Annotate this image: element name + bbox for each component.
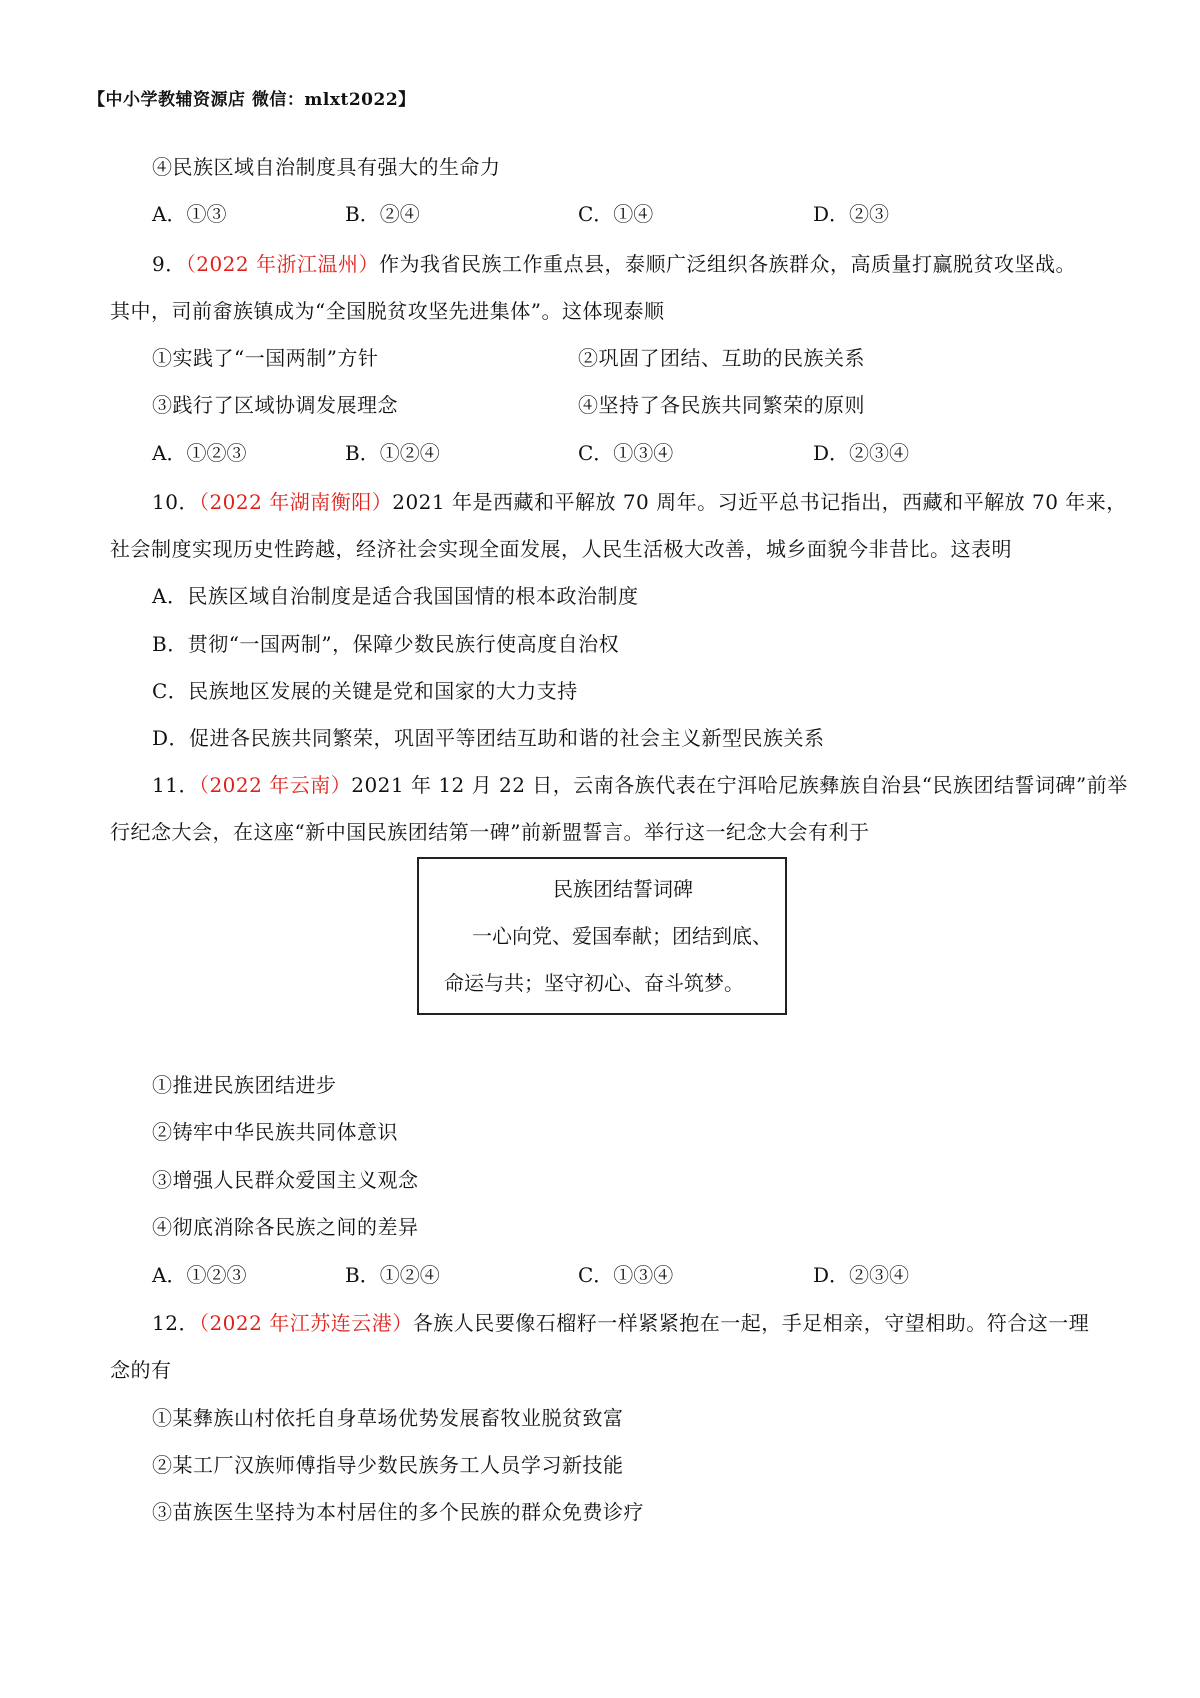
q9-option-c: C．①③④: [578, 441, 674, 465]
q9-stem-line-1: [152, 250, 1076, 278]
q12-item-2: ②某工厂汉族师傅指导少数民族务工人员学习新技能: [152, 1453, 624, 1477]
q11-stem-line-2: 行纪念大会，在这座“新中国民族团结第一碑”前新盟誓言。举行这一纪念大会有利于: [110, 820, 870, 844]
q11-number: 11．: [152, 773, 199, 797]
q9-option-d: D．②③④: [813, 441, 910, 465]
q8-option-a: A．①③: [152, 202, 227, 226]
q11-option-a: A．①②③: [152, 1263, 247, 1287]
q10-option-d: D．促进各民族共同繁荣，巩固平等团结互助和谐的社会主义新型民族关系: [152, 726, 825, 750]
q11-item-3: ③增强人民群众爱国主义观念: [152, 1168, 419, 1192]
q12-stem-line-1: [152, 1309, 1089, 1337]
q10-stem-line-1: [152, 488, 1127, 516]
oath-monument-title: 民族团结誓词碑: [553, 877, 693, 901]
q10-option-c: C．民族地区发展的关键是党和国家的大力支持: [152, 679, 578, 703]
q8-option-c: C．①④: [578, 202, 654, 226]
q9-option-a: A．①②③: [152, 441, 247, 465]
q12-stem-text-1: 各族人民要像石榴籽一样紧紧抱在一起，手足相亲，守望相助。符合这一理: [412, 1311, 1090, 1335]
q9-stem-text-1: 作为我省民族工作重点县，泰顺广泛组织各族群众，高质量打赢脱贫攻坚战。: [379, 252, 1076, 276]
q11-item-2: ②铸牢中华民族共同体意识: [152, 1120, 398, 1144]
q9-item-3: ③践行了区域协调发展理念: [152, 393, 398, 417]
q10-stem-line-2: 社会制度实现历史性跨越，经济社会实现全面发展，人民生活极大改善，城乡面貌今非昔比。这表明: [110, 537, 1012, 561]
q11-source: （2022 年云南）: [198, 773, 352, 797]
q10-option-a: A．民族区域自治制度是适合我国国情的根本政治制度: [152, 584, 639, 608]
q9-source: （2022 年浙江温州）: [185, 252, 379, 276]
q10-option-b: B．贯彻“一国两制”，保障少数民族行使高度自治权: [152, 632, 620, 656]
q9-item-1: ①实践了“一国两制”方针: [152, 346, 379, 370]
q8-item-4: ④民族区域自治制度具有强大的生命力: [152, 155, 501, 179]
q12-item-1: ①某彝族山村依托自身草场优势发展畜牧业脱贫致富: [152, 1406, 624, 1430]
oath-line-1: 一心向党、爱国奉献；团结到底、: [472, 924, 772, 948]
q11-stem-text-1: 2021 年 12 月 22 日，云南各族代表在宁洱哈尼族彝族自治县“民族团结誓词碑”前举: [351, 773, 1128, 797]
q8-option-d: D．②③: [813, 202, 890, 226]
q11-option-c: C．①③④: [578, 1263, 674, 1287]
q11-item-4: ④彻底消除各民族之间的差异: [152, 1215, 419, 1239]
q12-item-3: ③苗族医生坚持为本村居住的多个民族的群众免费诊疗: [152, 1500, 644, 1524]
page-header-watermark: 【中小学教辅资源店 微信：mlxt2022】: [88, 90, 416, 110]
q12-stem-line-2: 念的有: [110, 1358, 172, 1382]
q10-number: 10．: [152, 490, 199, 514]
q12-number: 12．: [152, 1311, 199, 1335]
q9-item-4: ④坚持了各民族共同繁荣的原则: [578, 393, 865, 417]
oath-line-2: 命运与共；坚守初心、奋斗筑梦。: [444, 971, 744, 995]
q9-stem-line-2: 其中，司前畲族镇成为“全国脱贫攻坚先进集体”。这体现泰顺: [110, 299, 665, 323]
q9-number: 9．: [152, 252, 186, 276]
q12-source: （2022 年江苏连云港）: [198, 1311, 413, 1335]
q9-option-b: B．①②④: [345, 441, 440, 465]
q11-stem-line-1: [152, 771, 1128, 799]
q11-item-1: ①推进民族团结进步: [152, 1073, 337, 1097]
q10-stem-text-1: 2021 年是西藏和平解放 70 周年。习近平总书记指出，西藏和平解放 70 年来，: [392, 490, 1127, 514]
q11-option-b: B．①②④: [345, 1263, 440, 1287]
q8-option-b: B．②④: [345, 202, 420, 226]
q9-item-2: ②巩固了团结、互助的民族关系: [578, 346, 865, 370]
oath-monument-box: [417, 857, 787, 1015]
q10-source: （2022 年湖南衡阳）: [198, 490, 393, 514]
q11-option-d: D．②③④: [813, 1263, 910, 1287]
